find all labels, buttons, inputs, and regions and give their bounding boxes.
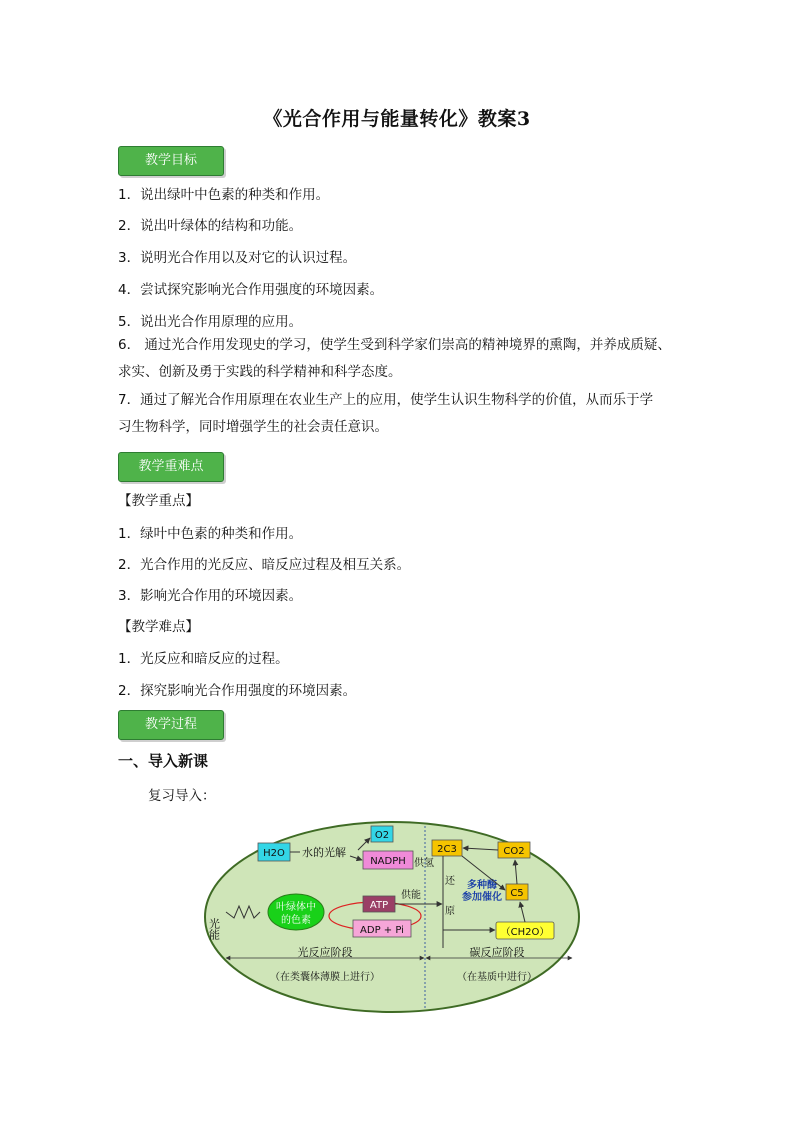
goal-item-continued: 求实、创新及勇于实践的科学精神和科学态度。 xyxy=(118,364,402,380)
page-title: 《光合作用与能量转化》教案3 xyxy=(263,108,531,130)
carbon-stage-label: 碳反应阶段 xyxy=(469,946,525,959)
light-stage-location: （在类囊体薄膜上进行） xyxy=(270,972,380,983)
section-badge-goals: 教学目标 xyxy=(118,146,224,176)
goal-item: 7．通过了解光合作用原理在农业生产上的应用，使学生认识生物科学的价值，从而乐于学 xyxy=(118,392,654,408)
adp-pi-label: ADP + Pi xyxy=(360,925,404,936)
section-badge-process: 教学过程 xyxy=(118,710,224,740)
c5-label: C5 xyxy=(510,888,524,899)
key-point-item: 2．光合作用的光反应、暗反应过程及相互关系。 xyxy=(118,557,411,573)
goal-item: 2．说出叶绿体的结构和功能。 xyxy=(118,218,303,234)
goal-item: 5．说出光合作用原理的应用。 xyxy=(118,314,303,330)
water-photolysis-label: 水的光解 xyxy=(302,846,346,859)
goal-item: 6． 通过光合作用发现史的学习，使学生受到科学家们崇高的精神境界的熏陶，并养成质疑、 xyxy=(118,337,671,353)
reduction-label-1: 还 xyxy=(445,876,455,887)
enzymes-label-line1: 多种酶 xyxy=(467,880,497,891)
atp-label: ATP xyxy=(369,900,389,911)
hydrogen-supply-label: 供氢 xyxy=(414,858,434,869)
nadph-label: NADPH xyxy=(370,856,406,867)
pigment-label-line1: 叶绿体中 xyxy=(276,902,316,913)
difficulty-item: 1．光反应和暗反应的过程。 xyxy=(118,651,289,667)
goal-item-continued: 习生物科学，同时增强学生的社会责任意识。 xyxy=(118,419,388,435)
key-points-header: 【教学重点】 xyxy=(118,493,199,509)
two-c3-label: 2C3 xyxy=(437,844,457,855)
reduction-label-2: 原 xyxy=(445,906,455,917)
key-point-item: 1．绿叶中色素的种类和作用。 xyxy=(118,526,303,542)
carbon-stage-location: （在基质中进行） xyxy=(457,972,537,983)
energy-supply-label: 供能 xyxy=(401,890,421,901)
key-point-item: 3．影响光合作用的环境因素。 xyxy=(118,588,303,604)
h2o-label: H2O xyxy=(263,848,285,859)
light-energy-label: 光能 xyxy=(207,918,221,940)
pigment-label-line2: 的色素 xyxy=(281,915,311,926)
co2-label: CO2 xyxy=(503,846,525,857)
goal-item: 1．说出绿叶中色素的种类和作用。 xyxy=(118,187,330,203)
difficulties-header: 【教学难点】 xyxy=(118,619,199,635)
section-badge-keypoints: 教学重难点 xyxy=(118,452,224,482)
light-stage-label: 光反应阶段 xyxy=(297,946,353,959)
goal-item: 4．尝试探究影响光合作用强度的环境因素。 xyxy=(118,282,384,298)
enzymes-label-line2: 参加催化 xyxy=(462,892,502,903)
goal-item: 3．说明光合作用以及对它的认识过程。 xyxy=(118,250,357,266)
ch2o-label: （CH2O） xyxy=(500,927,550,938)
photosynthesis-diagram xyxy=(200,818,586,1018)
o2-label: O2 xyxy=(374,830,390,841)
difficulty-item: 2．探究影响光合作用强度的环境因素。 xyxy=(118,683,357,699)
review-intro: 复习导入： xyxy=(148,788,216,804)
process-heading: 一、导入新课 xyxy=(118,752,209,770)
